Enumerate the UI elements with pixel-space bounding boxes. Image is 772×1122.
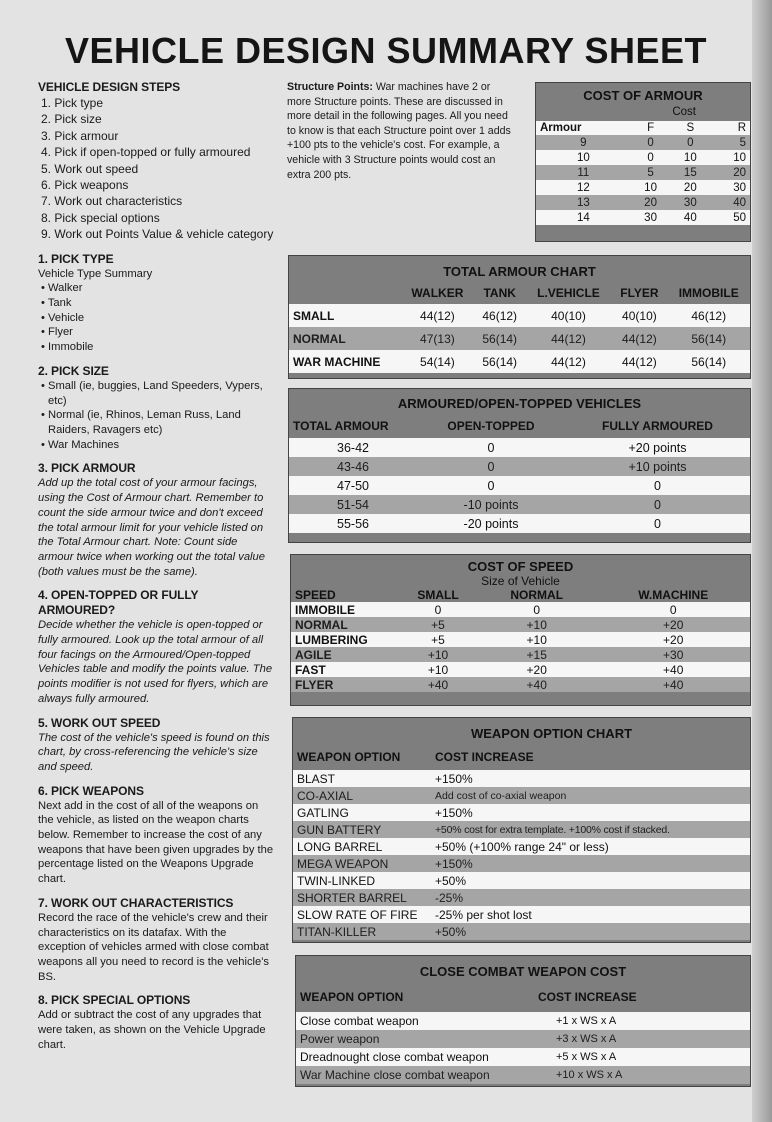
open-topped-text: Decide whether the vehicle is open-topped or fully armoured. Look up the total armour of all four facings on the Armoured/Open-topped Vehicles table and modify the points value. The points modifier is not used for flyers, which are always fully armoured.: [38, 619, 273, 705]
table-cell: +20: [596, 632, 750, 647]
table-row: [536, 180, 750, 195]
table-cell: TWIN-LINKED: [293, 872, 431, 889]
table-row: [291, 677, 750, 692]
table-cell: 30: [710, 180, 750, 195]
step-item: 9. Work out Points Value & vehicle category: [41, 227, 274, 242]
table-cell: +10: [477, 617, 596, 632]
table-cell: Dreadnought close combat weapon: [296, 1048, 534, 1066]
characteristics-section: [38, 896, 274, 985]
total-armour-chart: [288, 255, 751, 379]
table-cell: 47-50: [289, 476, 417, 495]
table-cell: 0: [596, 602, 750, 617]
table-row: [289, 438, 750, 457]
table-row: [536, 150, 750, 165]
table-cell: 30: [670, 195, 710, 210]
table-cell: +15: [477, 647, 596, 662]
page-title: VEHICLE DESIGN SUMMARY SHEET: [64, 30, 708, 71]
table-cell: MEGA WEAPON: [293, 855, 431, 872]
table-row: [289, 350, 750, 373]
vehicle-type-item: • Walker: [41, 282, 83, 295]
table-cell: 12: [536, 180, 631, 195]
pick-size-section: [38, 364, 274, 453]
table-cell: +10: [477, 632, 596, 647]
structure-points-paragraph: [287, 80, 515, 182]
column-header: COST INCREASE: [435, 750, 534, 764]
table-cell: +50% (+100% range 24" or less): [431, 838, 750, 855]
table-cell: SLOW RATE OF FIRE: [293, 906, 431, 923]
table-cell: +40: [596, 677, 750, 692]
characteristics-text: Record the race of the vehicle's crew and their characteristics on its datafax. With the exception of vehicles armed with close combat weapons all you need to record is the vehicle's BS.: [38, 911, 269, 983]
weapons-heading: 6. PICK WEAPONS: [38, 783, 144, 798]
table-row: [293, 770, 750, 787]
table-row: [289, 457, 750, 476]
speed-text: The cost of the vehicle's speed is found on this chart, by cross-referencing the vehicle's size and speed.: [38, 731, 270, 773]
structure-points-text: War machines have 2 or more Structure points. These are discussed in more detail in the following pages. All you need to know is that each Structure point over 1 adds +100 pts to the vehicle's cost. For example, a vehicle with 3 Structure points would cost an extra 200 pts.: [287, 81, 511, 181]
design-steps-section: [38, 80, 274, 243]
table-cell: +20 points: [565, 438, 750, 457]
table-row: [293, 821, 750, 838]
table-cell: 40(10): [526, 304, 612, 327]
table-row: [291, 617, 750, 632]
step-item: 3. Pick armour: [41, 128, 119, 143]
table-row: [293, 787, 750, 804]
table-cell: 0: [399, 602, 477, 617]
weapons-section: [38, 784, 274, 887]
table-row: [291, 602, 750, 617]
table-cell: 0: [417, 457, 565, 476]
table-cell: 14: [536, 210, 631, 225]
pick-type-intro: Vehicle Type Summary: [38, 267, 153, 280]
open-topped-heading: 4. OPEN-TOPPED OR FULLY ARMOURED?: [38, 588, 199, 618]
table-cell: 40: [710, 195, 750, 210]
table-cell: +20: [477, 662, 596, 677]
table-header-row: [293, 744, 750, 770]
vehicle-size-item: • Normal (ie, Rhinos, Leman Russ, Land Raiders, Ravagers etc): [41, 409, 241, 436]
table-cell: 20: [670, 180, 710, 195]
table-cell: 43-46: [289, 457, 417, 476]
table-cell: +5: [399, 617, 477, 632]
vehicle-size-item: • War Machines: [41, 438, 120, 451]
table-cell: 0: [565, 476, 750, 495]
column-header: Armour: [536, 121, 631, 135]
table-cell: 0: [565, 514, 750, 533]
table-row: [296, 1048, 750, 1066]
table-row: [293, 923, 750, 940]
table-cell: +50% cost for extra template. +100% cost if stacked.: [431, 821, 750, 838]
table-cell: -20 points: [417, 514, 565, 533]
table-cell: +40: [477, 677, 596, 692]
cost-of-speed-title: COST OF SPEED: [467, 559, 574, 574]
column-header: WALKER: [411, 286, 464, 300]
table-cell: FAST: [291, 662, 399, 677]
column-header: L.VEHICLE: [537, 286, 600, 300]
step-item: 5. Work out speed: [41, 161, 139, 176]
table-cell: 5: [631, 165, 671, 180]
table-cell: +1 x WS x A: [534, 1012, 750, 1030]
table-cell: +150%: [431, 770, 750, 787]
table-cell: 44(12): [526, 350, 612, 373]
table-cell: 0: [565, 495, 750, 514]
table-cell: 44(12): [611, 327, 667, 350]
cost-label: Cost: [672, 106, 696, 118]
table-cell: 50: [710, 210, 750, 225]
cost-of-armour-title: COST OF ARMOUR: [583, 88, 703, 103]
pick-type-section: [38, 252, 274, 355]
table-row: [291, 647, 750, 662]
table-header-row: [289, 414, 750, 438]
table-cell: Power weapon: [296, 1030, 534, 1048]
table-cell: 56(14): [474, 327, 526, 350]
cost-of-speed-subtitle: Size of Vehicle: [481, 574, 560, 588]
structure-points-label: Structure Points:: [287, 81, 373, 93]
table-cell: 0: [417, 476, 565, 495]
table-row: [289, 304, 750, 327]
table-cell: +5 x WS x A: [534, 1048, 750, 1066]
close-combat-title: CLOSE COMBAT WEAPON COST: [419, 964, 627, 979]
vehicle-type-item: • Tank: [41, 297, 72, 310]
table-cell: 44(12): [526, 327, 612, 350]
close-combat-table: [296, 982, 750, 1084]
table-row: [289, 514, 750, 533]
weapons-text: Next add in the cost of all of the weapons on the vehicle, as listed on the weapon charts below. Remember to increase the cost of any weapons that have been given upgrades by the percentage listed on the Weapons Upgrade chart.: [38, 799, 274, 886]
table-cell: War Machine close combat weapon: [296, 1066, 534, 1084]
table-cell: 40(10): [611, 304, 667, 327]
pick-type-heading: 1. PICK TYPE: [38, 251, 114, 266]
table-cell: +10: [399, 647, 477, 662]
table-cell: +5: [399, 632, 477, 647]
speed-section: [38, 716, 274, 775]
table-cell: Add cost of co-axial weapon: [431, 787, 750, 804]
special-options-text: Add or subtract the cost of any upgrades that were taken, as shown on the Vehicle Upgrade chart.: [38, 1009, 266, 1051]
table-cell: 10: [670, 150, 710, 165]
table-row: [289, 495, 750, 514]
table-header-row: [291, 588, 750, 602]
speed-heading: 5. WORK OUT SPEED: [38, 715, 161, 730]
vehicle-size-item: • Small (ie, buggies, Land Speeders, Vypers, etc): [41, 379, 263, 407]
column-header: FULLY ARMOURED: [602, 419, 713, 433]
vehicle-type-item: • Flyer: [41, 326, 73, 339]
step-item: 6. Pick weapons: [41, 178, 129, 193]
table-row: [293, 838, 750, 855]
table-cell: SMALL: [289, 304, 401, 327]
table-cell: 56(14): [474, 350, 526, 373]
table-cell: 11: [536, 165, 631, 180]
table-cell: +50%: [431, 923, 750, 940]
table-row: [291, 662, 750, 677]
special-options-section: [38, 993, 274, 1052]
table-cell: 13: [536, 195, 631, 210]
column-header: NORMAL: [510, 588, 564, 602]
table-row: [536, 135, 750, 150]
table-cell: +3 x WS x A: [534, 1030, 750, 1048]
table-cell: 54(14): [401, 350, 474, 373]
table-cell: 9: [536, 135, 631, 150]
step-item: 2. Pick size: [41, 112, 102, 127]
table-cell: 47(13): [401, 327, 474, 350]
special-options-heading: 8. PICK SPECIAL OPTIONS: [38, 993, 191, 1008]
weapon-option-chart: [292, 717, 751, 943]
table-cell: BLAST: [293, 770, 431, 787]
design-steps-column: [38, 80, 274, 1061]
table-cell: 55-56: [289, 514, 417, 533]
step-item: 8. Pick special options: [41, 210, 160, 225]
vehicle-type-item: • Immobile: [41, 341, 94, 354]
table-cell: +10 x WS x A: [534, 1066, 750, 1084]
table-cell: FLYER: [291, 677, 399, 692]
table-cell: 46(12): [667, 304, 750, 327]
table-cell: +150%: [431, 804, 750, 821]
table-cell: 46(12): [474, 304, 526, 327]
table-cell: LONG BARREL: [293, 838, 431, 855]
table-cell: AGILE: [291, 647, 399, 662]
table-row: [293, 804, 750, 821]
table-cell: 20: [710, 165, 750, 180]
table-row: [296, 1066, 750, 1084]
close-combat-weapon-chart: [295, 955, 751, 1087]
table-row: [536, 210, 750, 225]
table-cell: 30: [631, 210, 671, 225]
column-header: SPEED: [295, 588, 336, 602]
table-cell: 40: [670, 210, 710, 225]
cost-of-armour-table: [536, 121, 750, 225]
table-cell: -25%: [431, 889, 750, 906]
table-row: [293, 872, 750, 889]
page-edge-shadow: [752, 0, 772, 1122]
table-row: [293, 906, 750, 923]
table-cell: +50%: [431, 872, 750, 889]
total-armour-title: TOTAL ARMOUR CHART: [443, 264, 596, 279]
cost-of-speed-chart: [290, 554, 751, 706]
table-cell: +30: [596, 647, 750, 662]
table-row: [291, 632, 750, 647]
table-cell: GATLING: [293, 804, 431, 821]
table-row: [293, 855, 750, 872]
column-header: SMALL: [417, 588, 459, 602]
table-cell: 15: [670, 165, 710, 180]
table-header-row: [296, 982, 750, 1012]
table-cell: 0: [477, 602, 596, 617]
armoured-open-topped-chart: [288, 388, 751, 543]
table-cell: -10 points: [417, 495, 565, 514]
table-row: [296, 1012, 750, 1030]
step-item: 7. Work out characteristics: [41, 194, 183, 209]
weapon-option-table: [293, 744, 750, 940]
table-cell: +150%: [431, 855, 750, 872]
table-cell: 5: [710, 135, 750, 150]
table-cell: LUMBERING: [291, 632, 399, 647]
table-cell: +10 points: [565, 457, 750, 476]
vehicle-type-item: • Vehicle: [41, 311, 85, 324]
column-header: W.MACHINE: [638, 588, 709, 602]
table-cell: 36-42: [289, 438, 417, 457]
column-header: S: [670, 121, 710, 135]
table-row: [289, 476, 750, 495]
column-header: FLYER: [620, 286, 659, 300]
table-row: [289, 327, 750, 350]
column-header: [289, 282, 401, 304]
table-cell: WAR MACHINE: [289, 350, 401, 373]
column-header: OPEN-TOPPED: [447, 419, 535, 433]
open-topped-section: [38, 588, 274, 706]
table-cell: +20: [596, 617, 750, 632]
column-header: COST INCREASE: [538, 990, 637, 1004]
table-cell: 0: [631, 150, 671, 165]
table-cell: 10: [710, 150, 750, 165]
weapon-option-title: WEAPON OPTION CHART: [470, 726, 633, 741]
table-cell: NORMAL: [291, 617, 399, 632]
table-cell: GUN BATTERY: [293, 821, 431, 838]
pick-size-heading: 2. PICK SIZE: [38, 363, 109, 378]
table-cell: 44(12): [611, 350, 667, 373]
total-armour-table: [289, 282, 750, 373]
column-header: TANK: [483, 286, 516, 300]
table-cell: Close combat weapon: [296, 1012, 534, 1030]
table-cell: 20: [631, 195, 671, 210]
table-cell: 56(14): [667, 350, 750, 373]
table-cell: CO-AXIAL: [293, 787, 431, 804]
table-cell: TITAN-KILLER: [293, 923, 431, 940]
column-header: WEAPON OPTION: [297, 750, 401, 764]
table-row: [536, 195, 750, 210]
table-header-row: [536, 121, 750, 135]
table-cell: 0: [631, 135, 671, 150]
table-cell: NORMAL: [289, 327, 401, 350]
table-cell: 10: [536, 150, 631, 165]
step-item: 4. Pick if open-topped or fully armoured: [41, 145, 251, 160]
table-cell: 0: [670, 135, 710, 150]
characteristics-heading: 7. WORK OUT CHARACTERISTICS: [38, 895, 234, 910]
column-header: F: [631, 121, 671, 135]
table-cell: -25% per shot lost: [431, 906, 750, 923]
table-cell: 51-54: [289, 495, 417, 514]
pick-armour-text: Add up the total cost of your armour facings, using the Cost of Armour chart. Remember to count the side armour twice and don't exceed the total armour limit for your vehicle listed on the Total Armour chart. Note: Count side armour twice when working out the total value (both values must be the same).: [38, 477, 265, 578]
table-cell: 10: [631, 180, 671, 195]
pick-armour-heading: 3. PICK ARMOUR: [38, 461, 136, 476]
table-cell: SHORTER BARREL: [293, 889, 431, 906]
table-cell: 56(14): [667, 327, 750, 350]
pick-armour-section: [38, 461, 274, 579]
table-cell: +40: [596, 662, 750, 677]
table-cell: 44(12): [401, 304, 474, 327]
table-cell: +40: [399, 677, 477, 692]
armoured-open-topped-table: [289, 414, 750, 533]
table-header-row: [289, 282, 750, 304]
table-row: [536, 165, 750, 180]
table-row: [296, 1030, 750, 1048]
column-header: R: [710, 121, 750, 135]
design-steps-heading: VEHICLE DESIGN STEPS: [38, 80, 181, 94]
table-row: [293, 889, 750, 906]
armoured-open-topped-title: ARMOURED/OPEN-TOPPED VEHICLES: [397, 396, 642, 411]
cost-of-armour-chart: [535, 82, 751, 242]
step-item: 1. Pick type: [41, 96, 104, 110]
table-cell: +10: [399, 662, 477, 677]
column-header: WEAPON OPTION: [300, 990, 404, 1004]
column-header: TOTAL ARMOUR: [293, 419, 389, 433]
column-header: IMMOBILE: [678, 286, 739, 300]
table-cell: IMMOBILE: [291, 602, 399, 617]
table-cell: 0: [417, 438, 565, 457]
cost-of-speed-table: [291, 588, 750, 692]
